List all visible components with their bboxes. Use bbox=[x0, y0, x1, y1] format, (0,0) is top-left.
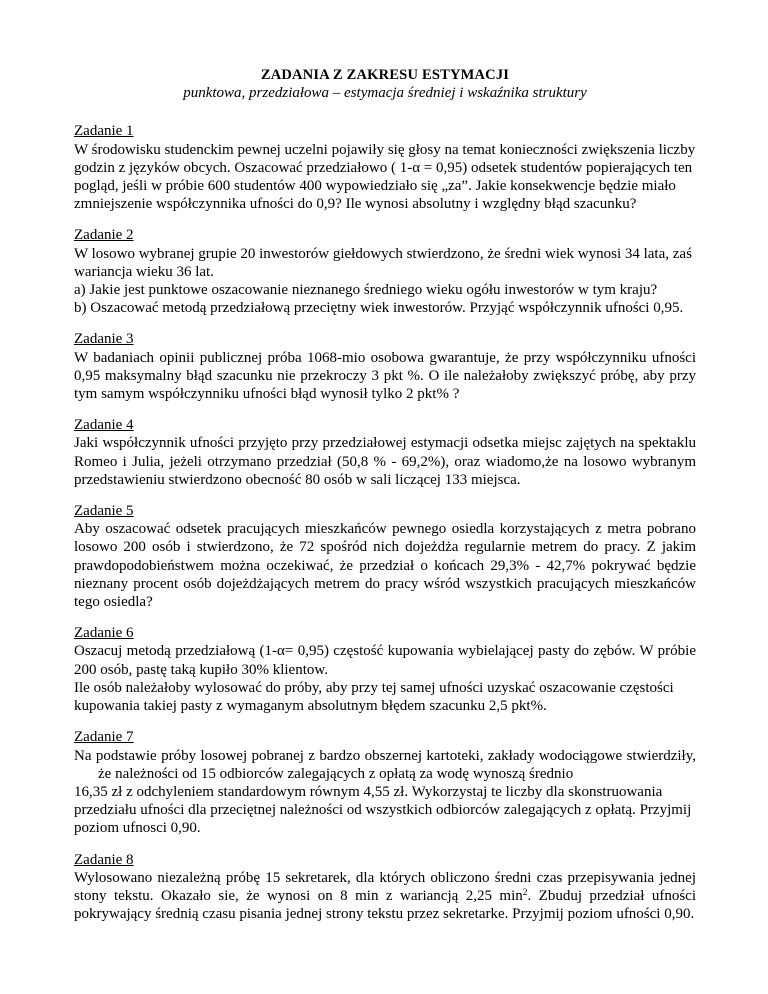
task-text-main: Wylosowano niezależną próbę 15 sekretarek, dla których obliczono średni czas przepisywania jednej stony tekstu. Okazało sie, że wynosi on 8 min z wariancją 2,25 min bbox=[74, 869, 696, 904]
task-text: Oszacuj metodą przedziałową (1-α= 0,95) częstość kupowania wybielającej pasty do zębów. W próbie 200 osób, pastę taką kupiło 30% klientow. bbox=[74, 643, 696, 678]
task-title: Zadanie 2 bbox=[74, 227, 134, 244]
task-title: Zadanie 5 bbox=[74, 503, 134, 520]
task-text: Jaki współczynnik ufności przyjęto przy przedziałowej estymacji odsetka miejsc zajętych na spektaklu Romeo i Julia, jeżeli otrzymano przedział (50,8 % - 69,2%), oraz wiadomo,że na losowo wybranym przedstawieniu stwierdzono obecność 80 osób w sali liczącej 133 miejsca. bbox=[74, 435, 696, 488]
task-title: Zadanie 6 bbox=[74, 625, 134, 642]
task-text: W losowo wybranej grupie 20 inwestorów giełdowych stwierdzono, że średni wiek wynosi 34 lata, zaś wariancja wieku 36 lat. bbox=[74, 245, 692, 280]
task-1 bbox=[74, 122, 696, 213]
task-text-continued: 16,35 zł z odchyleniem standardowym równym 4,55 zł. Wykorzystaj te liczby dla skonstruowania przedziału ufności dla przeciętnej należności od wszystkich odbiorców zalegających z opłatą. Przyjmij poziom ufnosci 0,90. bbox=[74, 783, 692, 837]
task-text bbox=[74, 869, 696, 924]
task-text: W środowisku studenckim pewnej uczelni pojawiły się głosy na temat konieczności zwiększenia liczby godzin z języków obcych. Oszacować przedziałowo ( 1-α = 0,95) odsetek studentów popierających ten pogląd, jeśli w próbie 600 studentów 400 wypowiedziało się „za”. Jakie konsekwencje będzie miało zmniejszenie współczynnika ufności do 0,9? Ile wynosi absolutny i względny błąd szacunku? bbox=[74, 141, 696, 213]
task-5 bbox=[74, 502, 696, 611]
task-item-b: b) Oszacować metodą przedziałową przeciętny wiek inwestorów. Przyjąć współczynnik ufności 0,95. bbox=[74, 300, 684, 317]
document-page bbox=[74, 0, 696, 923]
task-8 bbox=[74, 851, 696, 924]
page-subtitle: punktowa, przedziałowa – estymacja średniej i wskaźnika struktury bbox=[183, 85, 587, 102]
task-title: Zadanie 8 bbox=[74, 851, 134, 868]
task-text-end: . Zbuduj przedział ufności pokrywający średnią czasu pisania jednej strony tekstu przez sekretarke. Przyjmij poziom ufności 0,90. bbox=[74, 887, 696, 923]
task-title: Zadanie 4 bbox=[74, 417, 134, 434]
task-title: Zadanie 3 bbox=[74, 331, 134, 348]
task-title: Zadanie 1 bbox=[74, 123, 134, 140]
task-7 bbox=[74, 728, 696, 837]
task-3 bbox=[74, 330, 696, 403]
task-2 bbox=[74, 226, 696, 317]
task-text: Na podstawie próby losowej pobranej z bardzo obszernej kartoteki, zakłady wodociągowe stwierdziły, że należności od 15 odbiorców zalegających z opłatą za wodę wynoszą średnio bbox=[74, 747, 696, 782]
task-4 bbox=[74, 416, 696, 489]
task-item-a: a) Jakie jest punktowe oszacowanie nieznanego średniego wieku ogółu inwestorów w tym kraju? bbox=[74, 282, 658, 299]
superscript: 2 bbox=[522, 887, 528, 898]
task-text-continued: Ile osób należałoby wylosować do próby, aby przy tej samej ufności uzyskać oszacowanie częstości kupowania takiej pasty z wymaganym absolutnym błędem szacunku 2,5 pkt%. bbox=[74, 679, 674, 715]
page-title: ZADANIA Z ZAKRESU ESTYMACJI bbox=[260, 67, 510, 83]
task-6 bbox=[74, 624, 696, 715]
task-text: Aby oszacować odsetek pracujących mieszkańców pewnego osiedla korzystających z metra pobrano losowo 200 osób i stwierdzono, że 72 spośród nich dojeżdża regularnie metrem do pracy. Z jakim prawdopodobieństwem można oczekiwać, że przedział o końcach 29,3% - 42,7% pokrywać będzie nieznany procent osób dojeżdżających metrem do pracy wśród wszystkich pracujących mieszkańców tego osiedla? bbox=[74, 521, 696, 611]
task-title: Zadanie 7 bbox=[74, 729, 134, 746]
task-text: W badaniach opinii publicznej próba 1068-mio osobowa gwarantuje, że przy współczynniku ufności 0,95 maksymalny błąd szacunku nie przekroczy 3 pkt %. O ile należałoby zwiększyć próbę, aby przy tym samym współczynniku ufności błąd wynosił tylko 2 pkt% ? bbox=[74, 349, 696, 403]
